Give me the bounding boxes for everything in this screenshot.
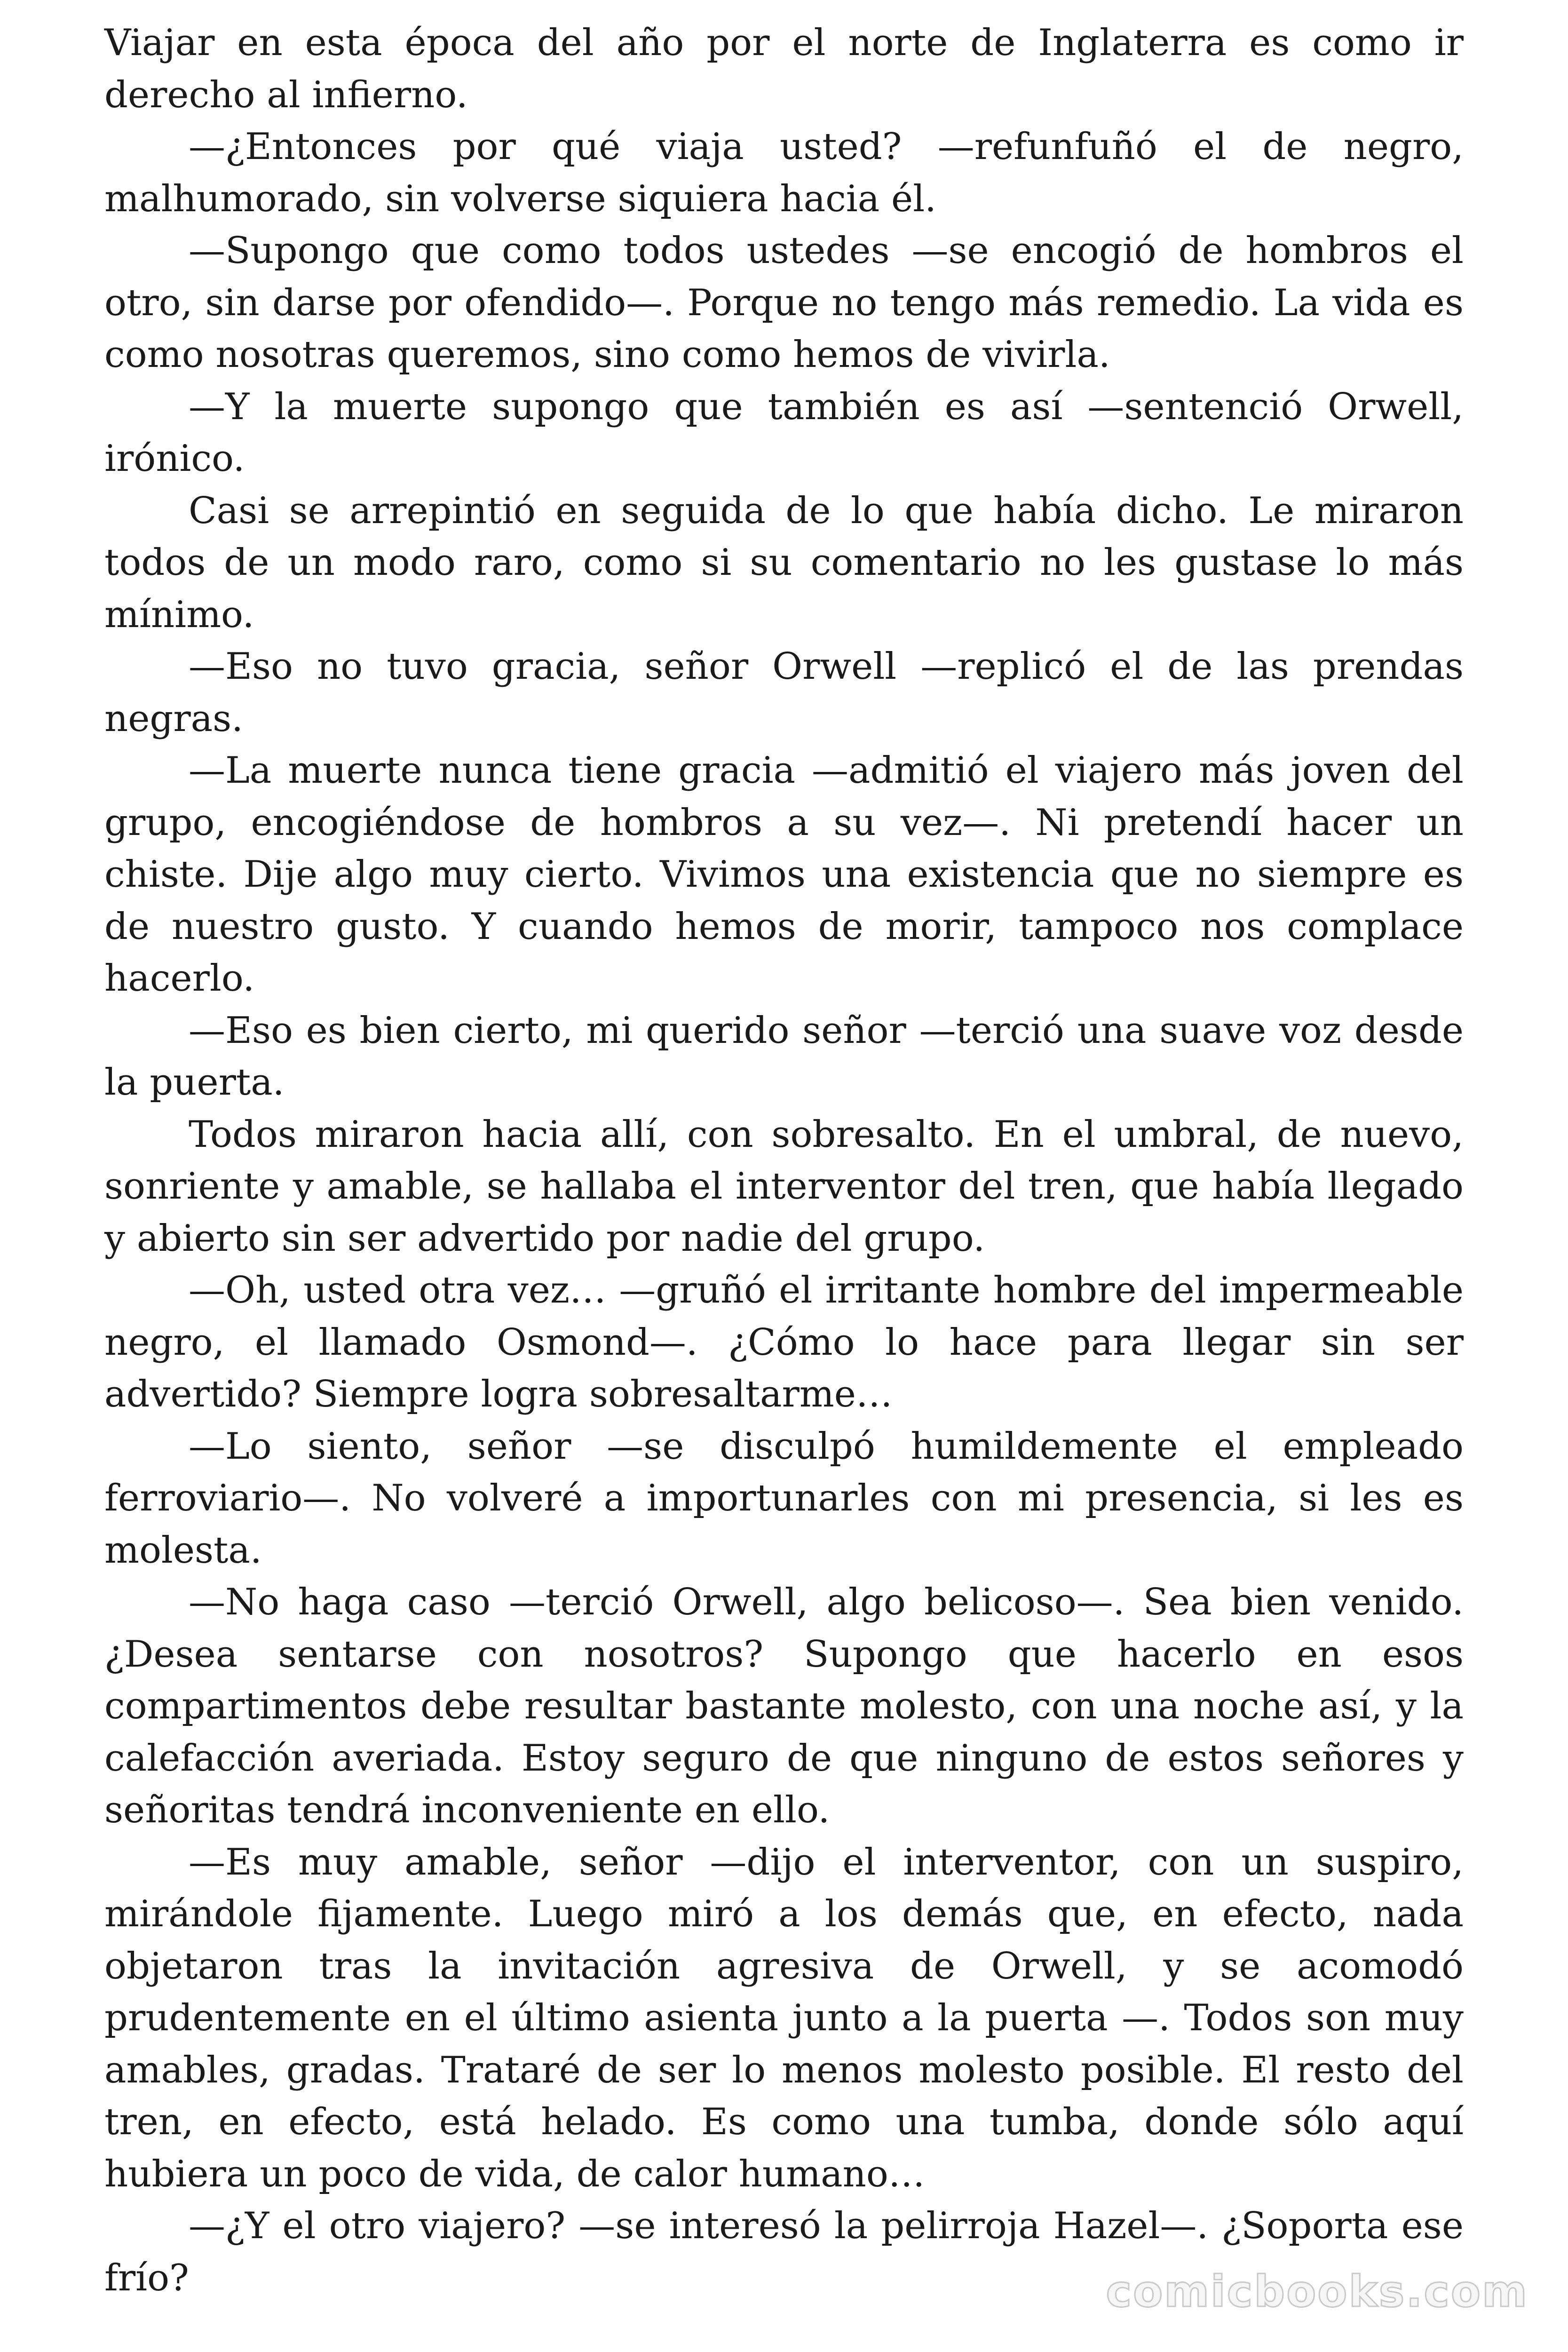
paragraph-14: —¿Y el otro viajero? —se interesó la pelirroja Hazel—. ¿Soporta ese frío? (104, 2205, 1464, 2299)
paragraph-2: —¿Entonces por qué viaja usted? —refunfuñó el de negro, malhumorado, sin volverse siquiera hacia él. (104, 126, 1464, 220)
paragraph-6: —Eso no tuvo gracia, señor Orwell —replicó el de las prendas negras. (104, 645, 1464, 740)
paragraph-10: —Oh, usted otra vez… —gruñó el irritante hombre del impermeable negro, el llamado Osmond—. ¿Cómo lo hace para llegar sin ser advertido? Siempre logra sobresaltarme… (104, 1269, 1464, 1415)
page-body (104, 17, 1464, 2304)
paragraph-7: —La muerte nunca tiene gracia —admitió el viajero más joven del grupo, encogiéndose de hombros a su vez—. Ni pretendí hacer un chiste. Dije algo muy cierto. Vivimos una existencia que no siempre es de nuestro gusto. Y cuando hemos de morir, tampoco nos complace hacerlo. (104, 749, 1464, 1000)
paragraph-5: Casi se arrepintió en seguida de lo que había dicho. Le miraron todos de un modo raro, como si su comentario no les gustase lo más mínimo. (104, 489, 1464, 636)
paragraph-4: —Y la muerte supongo que también es así —sentenció Orwell, irónico. (104, 385, 1464, 480)
paragraph-11: —Lo siento, señor —se disculpó humildemente el empleado ferroviario—. No volveré a importunarles con mi presencia, si les es molesta. (104, 1425, 1464, 1572)
paragraph-3: —Supongo que como todos ustedes —se encogió de hombros el otro, sin darse por ofendido—. Porque no tengo más remedio. La vida es como nosotras queremos, sino como hemos de vivirla. (104, 230, 1464, 376)
watermark: comicbooks.com (1106, 2266, 1528, 2317)
paragraph-1: Viajar en esta época del año por el norte de Inglaterra es como ir derecho al infierno. (104, 22, 1464, 116)
paragraph-13: —Es muy amable, señor —dijo el interventor, con un suspiro, mirándole fijamente. Luego miró a los demás que, en efecto, nada objetaron tras la invitación agresiva de Orwell, y se acomodó prudentemente en el último asienta junto a la puerta —. Todos son muy amables, gradas. Trataré de ser lo menos molesto posible. El resto del tren, en efecto, está helado. Es como una tumba, donde sólo aquí hubiera un poco de vida, de calor humano… (104, 1841, 1464, 2195)
paragraph-8: —Eso es bien cierto, mi querido señor —terció una suave voz desde la puerta. (104, 1009, 1464, 1104)
paragraph-12: —No haga caso —terció Orwell, algo belicoso—. Sea bien venido. ¿Desea sentarse con nosotros? Supongo que hacerlo en esos compartimentos debe resultar bastante molesto, con una noche así, y la calefacción averiada. Estoy seguro de que ninguno de estos señores y señoritas tendrá inconveniente en ello. (104, 1581, 1464, 1831)
paragraph-9: Todos miraron hacia allí, con sobresalto. En el umbral, de nuevo, sonriente y amable, se hallaba el interventor del tren, que había llegado y abierto sin ser advertido por nadie del grupo. (104, 1113, 1464, 1260)
